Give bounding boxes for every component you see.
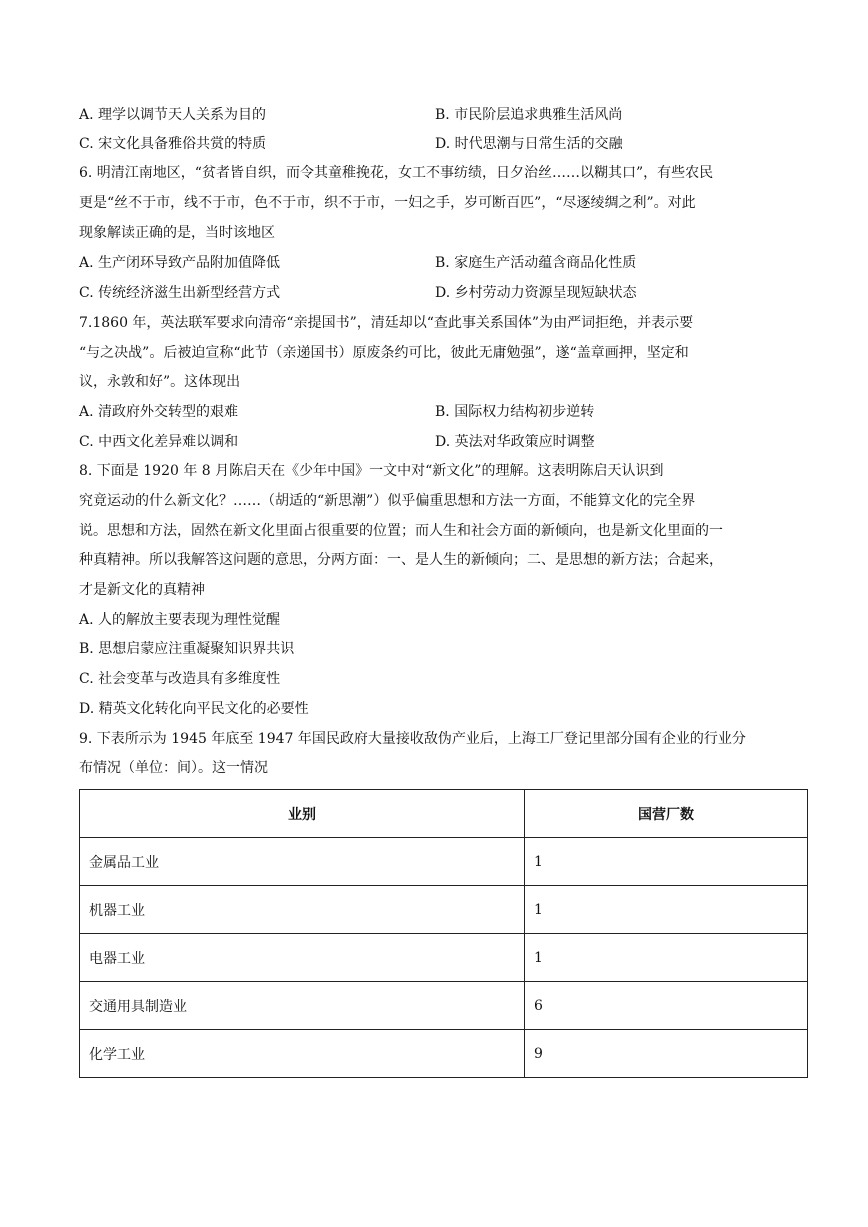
q5-option-c: C. 宋文化具备雅俗共赏的特质 [79, 136, 267, 152]
q6-options-row-2 [79, 283, 809, 303]
q6-stem-line-2: 更是“丝不于市，线不于市，色不于市，织不于市，一妇之手，岁可断百匹”，“尽逐绫绸之利”。对此 [79, 195, 696, 211]
q7-stem-line-2: “与之决战”。后被迫宣称“此节（亲递国书）原废条约可比，彼此无庸勉强”，遂“盖章画押，坚定和 [79, 345, 689, 361]
q9-stem-line-2: 布情况（单位：间）。这一情况 [79, 760, 268, 776]
q5-options-row-2 [79, 134, 809, 154]
q6-stem-line-1: 6. 明清江南地区，“贫者皆自织，而令其童稚挽花，女工不事纺绩，日夕治丝……以糊其口”，有些农民 [79, 165, 714, 181]
q9-stem-line-1: 9. 下表所示为 1945 年底至 1947 年国民政府大量接收敌伪产业后，上海工厂登记里部分国有企业的行业分 [79, 731, 746, 747]
industry-cell: 化学工业 [80, 1030, 525, 1078]
count-cell: 9 [525, 1030, 808, 1078]
q6-option-b: B. 家庭生产活动蕴含商品化性质 [435, 255, 637, 271]
q6-option-a: A. 生产闭环导致产品附加值降低 [79, 255, 281, 271]
count-cell: 6 [525, 982, 808, 1030]
q6-options-row-1 [79, 253, 809, 273]
count-cell: 1 [525, 886, 808, 934]
q5-option-b: B. 市民阶层追求典雅生活风尚 [435, 107, 623, 123]
q7-option-b: B. 国际权力结构初步逆转 [435, 404, 595, 420]
q8-option-d: D. 精英文化转化向平民文化的必要性 [79, 701, 309, 717]
q5-option-d: D. 时代思潮与日常生活的交融 [435, 136, 623, 152]
table-row [80, 886, 808, 934]
q6-stem-line-3: 现象解读正确的是，当时该地区 [79, 225, 275, 241]
q8-quote-line-1: 究竟运动的什么新文化？……（胡适的“新思潮”）似乎偏重思想和方法一方面，不能算文化的完全界 [79, 493, 696, 509]
industry-cell: 电器工业 [80, 934, 525, 982]
q8-quote-line-3: 种真精神。所以我解答这问题的意思，分两方面：一、是人生的新倾向；二、是思想的新方法；合起来， [79, 552, 723, 568]
q8-option-a: A. 人的解放主要表现为理性觉醒 [79, 612, 281, 628]
q8-option-b: B. 思想启蒙应注重凝聚知识界共识 [79, 641, 295, 657]
q5-option-a: A. 理学以调节天人关系为目的 [79, 107, 267, 123]
industry-cell: 金属品工业 [80, 838, 525, 886]
table-row [80, 982, 808, 1030]
q8-stem-line-1: 8. 下面是 1920 年 8 月陈启天在《少年中国》一文中对“新文化”的理解。这表明陈启天认识到 [79, 463, 664, 479]
q8-option-c: C. 社会变革与改造具有多维度性 [79, 671, 281, 687]
q7-option-a: A. 清政府外交转型的艰难 [79, 404, 239, 420]
table-row [80, 1030, 808, 1078]
industry-cell: 机器工业 [80, 886, 525, 934]
count-cell: 1 [525, 838, 808, 886]
header-state-factory-count: 国营厂数 [525, 790, 808, 838]
table-header-row [80, 790, 808, 838]
industry-table [79, 789, 808, 1078]
q7-stem-line-3: 议，永敦和好”。这体现出 [79, 374, 241, 390]
table-row [80, 838, 808, 886]
q7-stem-line-1: 7.1860 年，英法联军要求向清帝“亲提国书”，清廷却以“查此事关系国体”为由严词拒绝，并表示要 [79, 315, 694, 331]
count-cell: 1 [525, 934, 808, 982]
header-industry: 业别 [80, 790, 525, 838]
q7-option-d: D. 英法对华政策应时调整 [435, 434, 595, 450]
q6-option-d: D. 乡村劳动力资源呈现短缺状态 [435, 285, 637, 301]
q5-options-row-1 [79, 105, 809, 125]
q7-options-row-1 [79, 402, 809, 422]
industry-cell: 交通用具制造业 [80, 982, 525, 1030]
q7-options-row-2 [79, 432, 809, 452]
q7-option-c: C. 中西文化差异难以调和 [79, 434, 239, 450]
table-row [80, 934, 808, 982]
q8-quote-line-2: 说。思想和方法，固然在新文化里面占很重要的位置；而人生和社会方面的新倾向，也是新文化里面的一 [79, 523, 723, 539]
q6-option-c: C. 传统经济滋生出新型经营方式 [79, 285, 281, 301]
q8-quote-line-4: 才是新文化的真精神 [79, 582, 205, 598]
